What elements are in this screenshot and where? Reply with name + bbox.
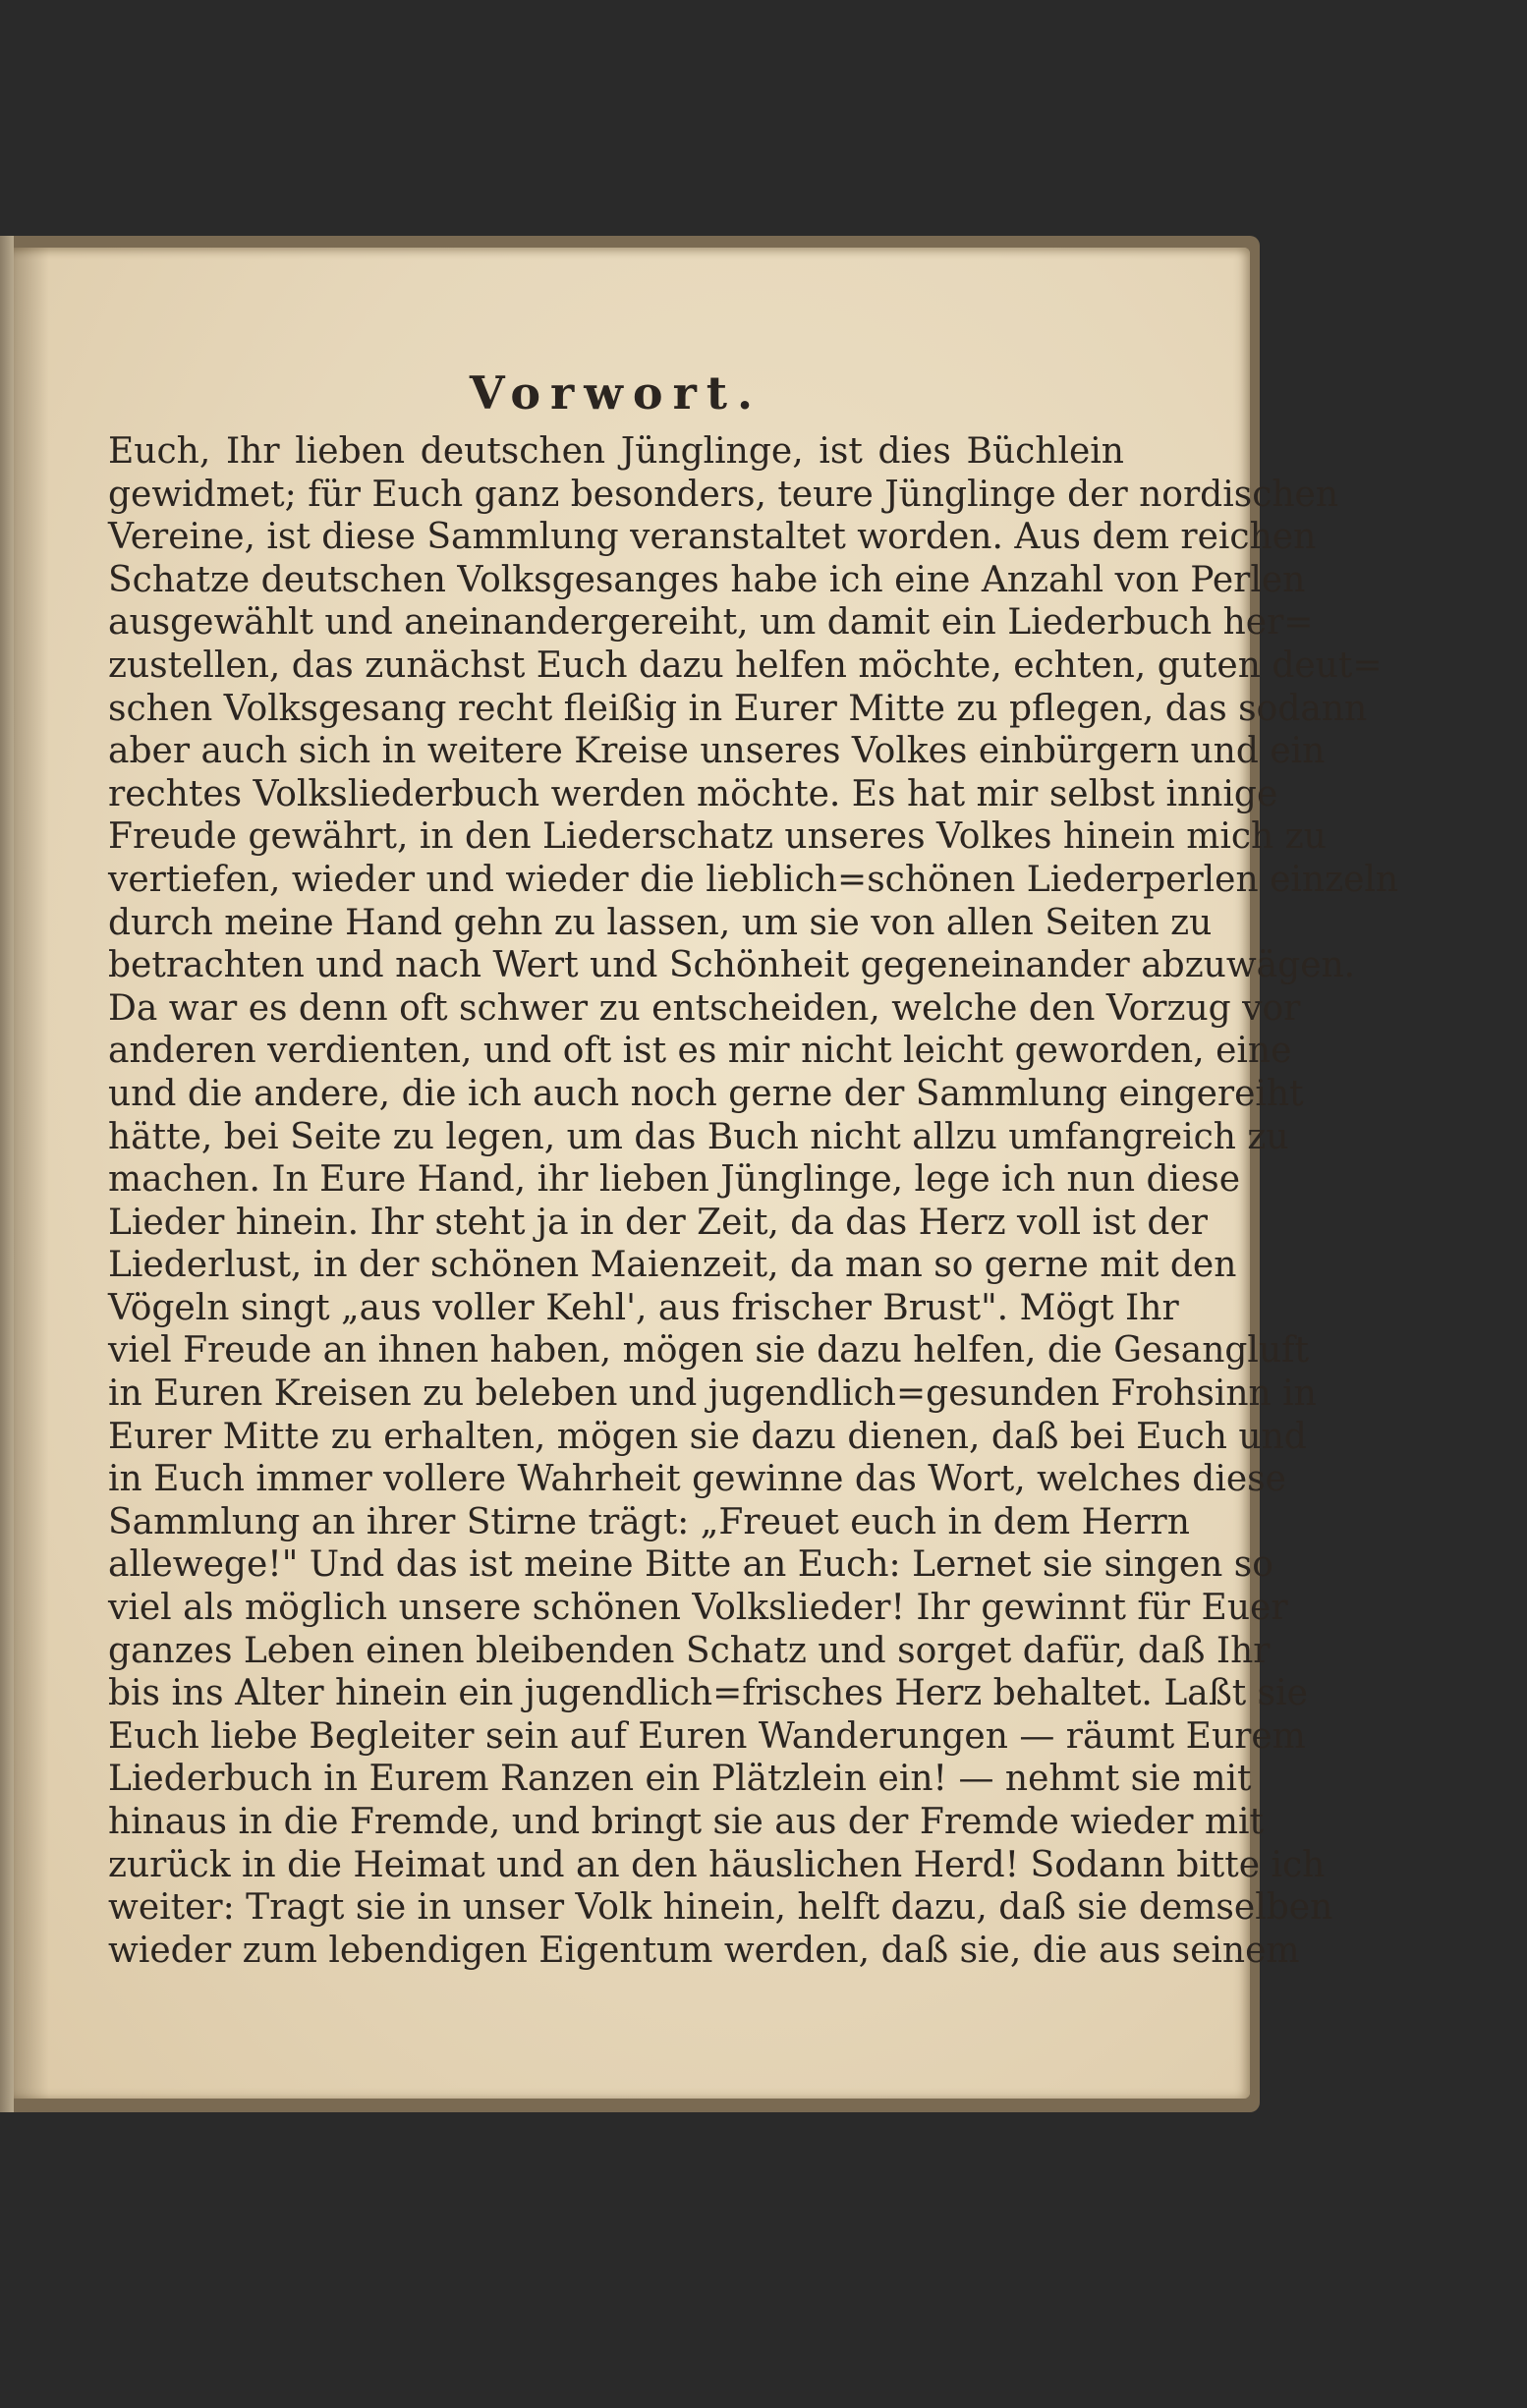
text-line: Lieder hinein. Ihr steht ja in der Zeit, da das Herz voll ist der xyxy=(108,1202,1208,1243)
text-line: weiter: Tragt sie in unser Volk hinein, helft dazu, daß sie demselben xyxy=(108,1887,1333,1929)
text-line: ganzes Leben einen bleibenden Schatz und sorget dafür, daß Ihr xyxy=(108,1630,1271,1671)
text-line: aber auch sich in weitere Kreise unseres Volkes einbürgern und ein xyxy=(108,731,1326,772)
text-line: ausgewählt und aneinandergereiht, um damit ein Liederbuch her= xyxy=(108,602,1314,644)
text-line: Da war es denn oft schwer zu entscheiden, welche den Vorzug vor xyxy=(108,987,1301,1029)
text-line: Euch liebe Begleiter sein auf Euren Wanderungen — räumt Eurem xyxy=(108,1715,1306,1757)
text-line: zustellen, das zunächst Euch dazu helfen möchte, echten, guten deut= xyxy=(108,644,1383,686)
page-title: Vorwort. xyxy=(469,366,764,420)
text-line: Liederbuch in Eurem Ranzen ein Plätzlein ein! — nehmt sie mit xyxy=(108,1759,1252,1800)
text-line: in Euch immer vollere Wahrheit gewinne das Wort, welches diese xyxy=(108,1459,1286,1500)
text-line: vertiefen, wieder und wieder die lieblich=schönen Liederperlen einzeln xyxy=(108,859,1399,900)
text-line: Vögeln singt „aus voller Kehl', aus frischer Brust". Mögt Ihr xyxy=(108,1287,1179,1328)
book-page xyxy=(10,248,1399,2099)
text-line: bis ins Alter hinein ein jugendlich=frisches Herz behaltet. Laßt sie xyxy=(108,1673,1308,1714)
text-line: hinaus in die Fremde, und bringt sie aus der Fremde wieder mit xyxy=(108,1802,1265,1842)
binding-shadow xyxy=(10,248,49,2099)
text-line: wieder zum lebendigen Eigentum werden, daß sie, die aus seinem xyxy=(108,1930,1300,1971)
text-line: und die andere, die ich auch noch gerne der Sammlung eingereiht xyxy=(108,1073,1304,1114)
text-line: Liederlust, in der schönen Maienzeit, da man so gerne mit den xyxy=(108,1245,1237,1286)
text-line: allewege!" Und das ist meine Bitte an Euch: Lernet sie singen so xyxy=(108,1544,1273,1586)
text-line: gewidmet; für Euch ganz besonders, teure Jünglinge der nordischen xyxy=(108,474,1339,515)
text-line: durch meine Hand gehn zu lassen, um sie von allen Seiten zu xyxy=(108,902,1213,943)
text-line: zurück in die Heimat und an den häuslichen Herd! Sodann bitte ich xyxy=(108,1844,1326,1885)
text-line: Vereine, ist diese Sammlung veranstaltet worden. Aus dem reichen xyxy=(108,517,1317,558)
text-line: betrachten und nach Wert und Schönheit gegeneinander abzuwägen. xyxy=(108,945,1356,986)
left-page-edge xyxy=(0,236,14,2112)
text-line: rechtes Volksliederbuch werden möchte. Es hat mir selbst innige xyxy=(108,773,1278,814)
page-text xyxy=(108,365,1399,1972)
text-line: viel als möglich unsere schönen Volkslieder! Ihr gewinnt für Euer xyxy=(108,1588,1288,1629)
text-line: hätte, bei Seite zu legen, um das Buch nicht allzu umfangreich zu xyxy=(108,1116,1289,1157)
text-line: Schatze deutschen Volksgesanges habe ich eine Anzahl von Perlen xyxy=(108,559,1306,600)
text-line: machen. In Eure Hand, ihr lieben Jünglinge, lege ich nun diese xyxy=(108,1159,1241,1201)
text-line: Euch, Ihr lieben deutschen Jünglinge, ist dies Büchlein xyxy=(108,431,1124,472)
text-line: in Euren Kreisen zu beleben und jugendlich=gesunden Frohsinn in xyxy=(108,1373,1317,1415)
text-line: anderen verdienten, und oft ist es mir nicht leicht geworden, eine xyxy=(108,1031,1292,1072)
text-line: Sammlung an ihrer Stirne trägt: „Freuet euch in dem Herrn xyxy=(108,1501,1190,1542)
text-line: viel Freude an ihnen haben, mögen sie dazu helfen, die Gesangluft xyxy=(108,1330,1309,1372)
text-line: Freude gewährt, in den Liederschatz unseres Volkes hinein mich zu xyxy=(108,816,1327,858)
text-line: Eurer Mitte zu erhalten, mögen sie dazu dienen, daß bei Euch und xyxy=(108,1416,1307,1457)
text-line: schen Volksgesang recht fleißig in Eurer Mitte zu pflegen, das sodann xyxy=(108,688,1368,729)
